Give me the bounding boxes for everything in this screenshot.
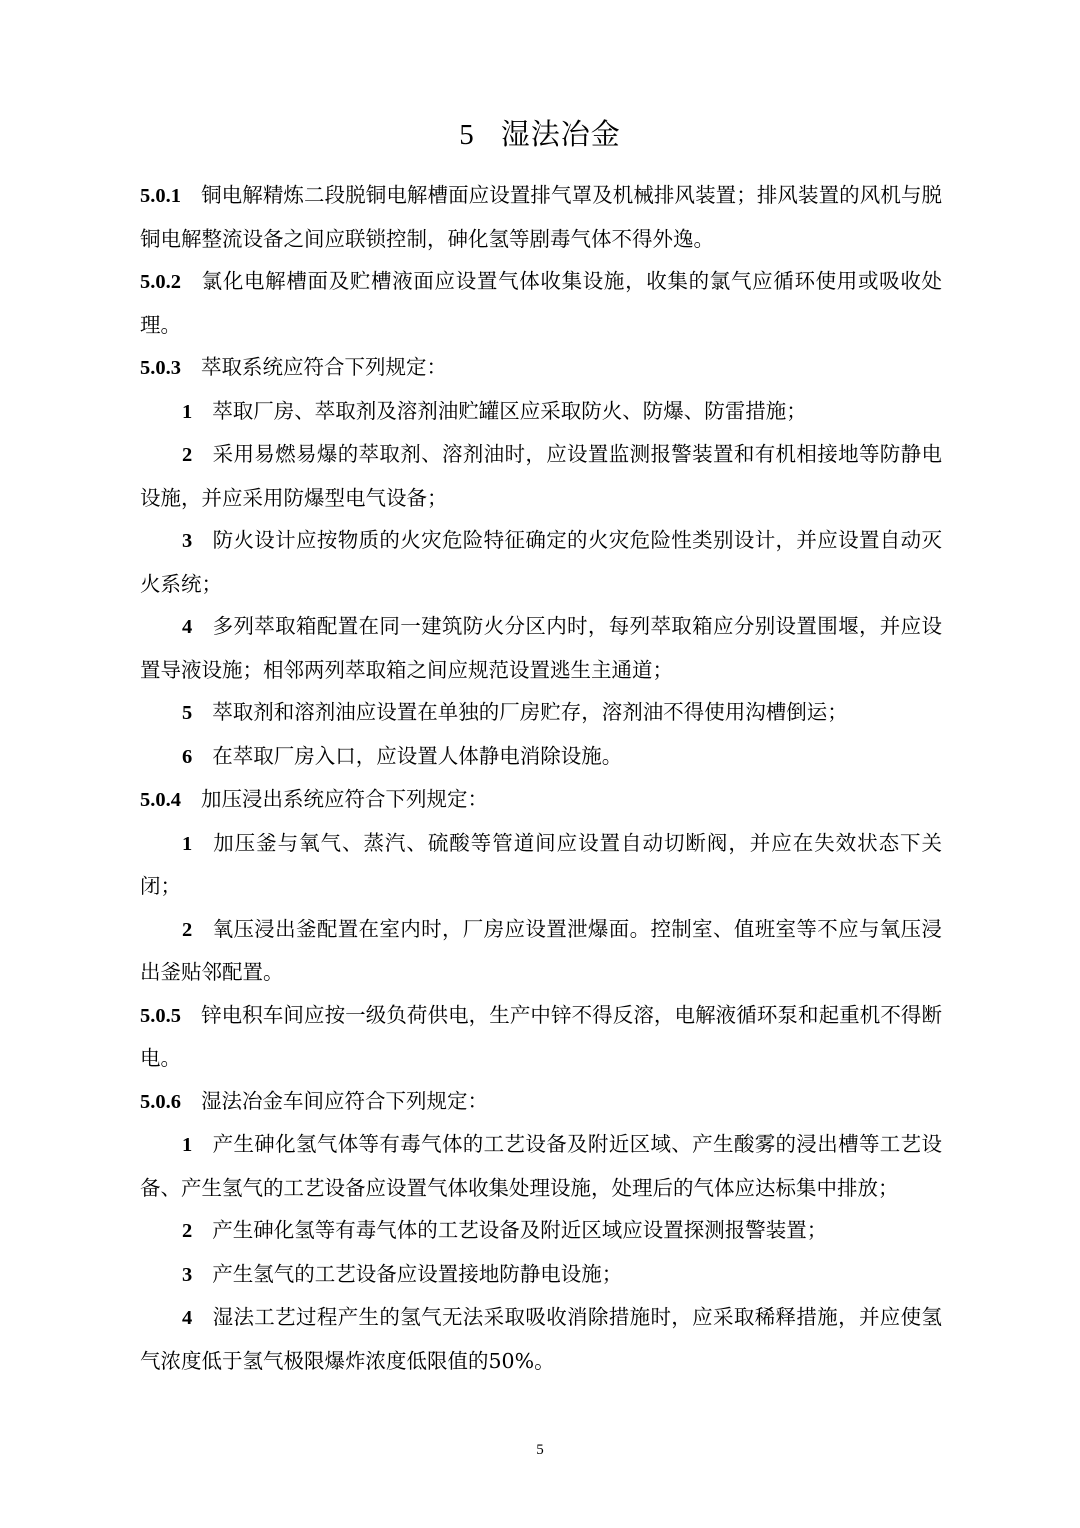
clause-item bbox=[140, 1123, 942, 1209]
clause-item bbox=[140, 1253, 942, 1297]
clause-item bbox=[140, 822, 942, 908]
chapter-title bbox=[0, 112, 1080, 157]
item-number: 2 bbox=[182, 444, 193, 466]
item-text: 氧压浸出釜配置在室内时，厂房应设置泄爆面。控制室、值班室等不应与氧压浸出釜贴邻配置。 bbox=[140, 916, 942, 984]
page-number: 5 bbox=[536, 1442, 544, 1458]
item-text: 防火设计应按物质的火灾危险特征确定的火灾危险性类别设计，并应设置自动灭火系统； bbox=[140, 528, 942, 596]
clause-item bbox=[140, 1209, 942, 1253]
clause-text: 氯化电解槽面及贮槽液面应设置气体收集设施，收集的氯气应循环使用或吸收处理。 bbox=[140, 269, 942, 337]
clause-item bbox=[140, 605, 942, 691]
item-number: 3 bbox=[182, 1263, 193, 1286]
clause-number: 5.0.2 bbox=[140, 271, 181, 293]
item-text: 产生砷化氢等有毒气体的工艺设备及附近区域应设置探测报警装置； bbox=[212, 1218, 828, 1242]
clause-number: 5.0.1 bbox=[140, 185, 181, 207]
clause-item bbox=[140, 908, 942, 994]
item-text: 萃取厂房、萃取剂及溶剂油贮罐区应采取防火、防爆、防雷措施； bbox=[212, 398, 807, 423]
clause-5-0-5 bbox=[140, 994, 942, 1080]
clause-text: 铜电解精炼二段脱铜电解槽面应设置排气罩及机械排风装置；排风装置的风机与脱铜电解整流设备之间应联锁控制，砷化氢等剧毒气体不得外逸。 bbox=[140, 183, 942, 251]
item-number: 6 bbox=[182, 745, 193, 768]
item-number: 3 bbox=[182, 530, 193, 552]
chapter-title-text: 湿法冶金 bbox=[500, 117, 621, 151]
chapter-number: 5 bbox=[459, 119, 475, 151]
item-number: 1 bbox=[182, 400, 193, 423]
clause-item bbox=[140, 1296, 942, 1382]
clause-text: 加压浸出系统应符合下列规定： bbox=[201, 787, 488, 811]
clause-5-0-1 bbox=[140, 174, 942, 260]
item-number: 1 bbox=[182, 832, 193, 855]
clause-text: 萃取系统应符合下列规定： bbox=[201, 355, 447, 379]
item-number: 2 bbox=[182, 918, 193, 941]
item-text: 产生氢气的工艺设备应设置接地防静电设施； bbox=[212, 1261, 623, 1286]
clause-item bbox=[140, 519, 942, 605]
item-text: 多列萃取箱配置在同一建筑防火分区内时，每列萃取箱应分别设置围堰，并应设置导液设施；相邻两列萃取箱之间应规范设置逃生主通道； bbox=[140, 614, 942, 682]
item-number: 1 bbox=[182, 1134, 193, 1156]
clause-item bbox=[140, 390, 942, 434]
document-body bbox=[140, 174, 942, 1382]
clause-item bbox=[140, 735, 942, 779]
item-text: 在萃取厂房入口，应设置人体静电消除设施。 bbox=[212, 743, 623, 768]
item-text: 湿法工艺过程产生的氢气无法采取吸收消除措施时，应采取稀释措施，并应使氢气浓度低于氢气极限爆炸浓度低限值的50%。 bbox=[140, 1305, 942, 1373]
clause-text: 锌电积车间应按一级负荷供电，生产中锌不得反溶，电解液循环泵和起重机不得断电。 bbox=[140, 1002, 942, 1070]
item-text: 萃取剂和溶剂油应设置在单独的厂房贮存，溶剂油不得使用沟槽倒运； bbox=[212, 700, 848, 724]
clause-number: 5.0.4 bbox=[140, 789, 181, 811]
item-number: 4 bbox=[182, 1307, 193, 1329]
clause-number: 5.0.5 bbox=[140, 1004, 181, 1027]
clause-5-0-4 bbox=[140, 778, 942, 822]
item-text: 产生砷化氢气体等有毒气体的工艺设备及附近区域、产生酸雾的浸出槽等工艺设备、产生氢气的工艺设备应设置气体收集处理设施，处理后的气体应达标集中排放； bbox=[140, 1132, 942, 1200]
item-number: 2 bbox=[182, 1220, 193, 1242]
clause-5-0-3 bbox=[140, 346, 942, 390]
item-text: 加压釜与氧气、蒸汽、硫酸等管道间应设置自动切断阀，并应在失效状态下关闭； bbox=[140, 830, 942, 898]
item-number: 5 bbox=[182, 702, 193, 724]
clause-text: 湿法冶金车间应符合下列规定： bbox=[201, 1088, 488, 1113]
clause-number: 5.0.3 bbox=[140, 357, 181, 379]
item-number: 4 bbox=[182, 616, 193, 638]
clause-5-0-2 bbox=[140, 260, 942, 346]
item-text: 采用易燃易爆的萃取剂、溶剂油时，应设置监测报警装置和有机相接地等防静电设施，并应采用防爆型电气设备； bbox=[140, 442, 942, 510]
clause-number: 5.0.6 bbox=[140, 1090, 181, 1113]
clause-item bbox=[140, 433, 942, 519]
clause-5-0-6 bbox=[140, 1080, 942, 1124]
clause-item bbox=[140, 691, 942, 735]
